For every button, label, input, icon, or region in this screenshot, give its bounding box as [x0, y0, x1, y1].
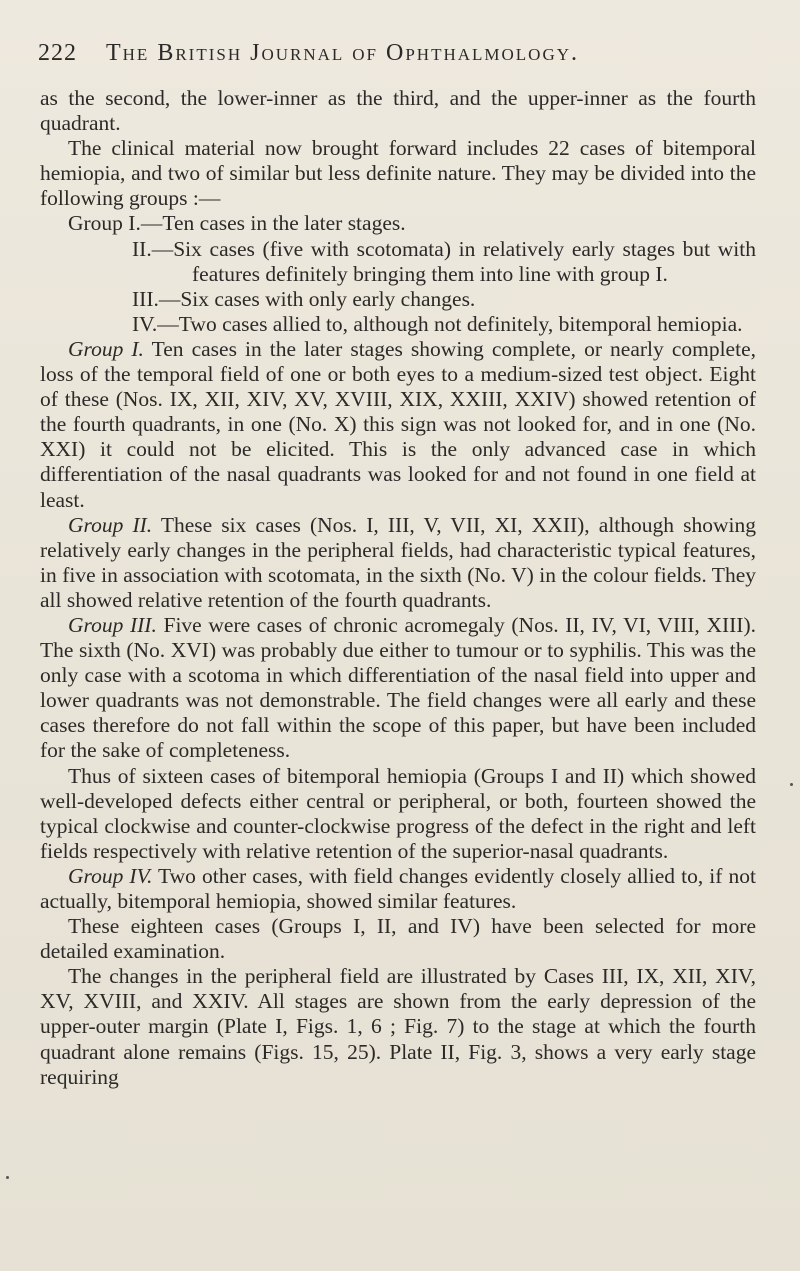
group-1-text: Ten cases in the later stages showing complete, or nearly complete, loss of the temporal field of one or both eyes to a medium-sized test object. Eight of these (Nos. IX, XII, XIV, XV, XVIII, XIX, XXIII, XXIV) showed retention of the fourth quadrants, in one (No. X) this sign was not looked for, and in one (No. XXI) it could not be elicited. This is the only advanced case in which differentiation of the nasal quadrants was looked for and not found in one field at least. [40, 336, 756, 512]
group-list [40, 211, 756, 336]
body-text [40, 86, 756, 1090]
paragraph-clinical-material: The clinical material now brought forward includes 22 cases of bitemporal hemiopia, and two of similar but less definite nature. They may be divided into the following groups :— [40, 136, 756, 211]
paragraph-group-4 [40, 864, 756, 914]
page-number: 222 [38, 40, 77, 66]
group-3-text: Five were cases of chronic acromegaly (Nos. II, IV, VI, VIII, XIII). The sixth (No. XVI) was probably due either to tumour or to syphilis. This was the only case with a scotoma in which differentiation of the nasal field into upper and lower quadrants was not demonstrable. The field changes were all early and these cases therefore do not fall within the scope of this paper, but have been included for the sake of completeness. [40, 612, 756, 763]
group-4-heading: Group IV. [68, 863, 153, 888]
margin-speck [6, 1176, 9, 1179]
paragraph-continuation: as the second, the lower-inner as the third, and the upper-inner as the fourth quadrant. [40, 86, 756, 136]
group-list-item-4: IV.—Two cases allied to, although not definitely, bitemporal hemiopia. [132, 311, 743, 336]
group-2-text: These six cases (Nos. I, III, V, VII, XI, XXII), although showing relatively early changes in the peripheral fields, had characteristic typical features, in five in association with scotomata, in the sixth (No. V) in the colour fields. They all showed relative retention of the fourth quadrants. [40, 512, 756, 612]
paragraph-group-1 [40, 337, 756, 513]
paragraph-summary: Thus of sixteen cases of bitemporal hemiopia (Groups I and II) which showed well-developed defects either central or peripheral, or both, fourteen showed the typical clockwise and counter-clockwise progress of the defect in the right and left fields respectively with relative retention of the superior-nasal quadrants. [40, 763, 756, 863]
group-list-item-2: II.—Six cases (five with scotomata) in relatively early stages but with features definitely bringing them into line with group I. [132, 236, 756, 286]
group-3-heading: Group III. [68, 612, 157, 637]
paragraph-peripheral-changes: The changes in the peripheral field are illustrated by Cases III, IX, XII, XIV, XV, XVIII, and XXIV. All stages are shown from the early depression of the upper-outer margin (Plate I, Figs. 1, 6 ; Fig. 7) to the stage at which the fourth quadrant alone remains (Figs. 15, 25). Plate II, Fig. 3, shows a very early stage requiring [40, 964, 756, 1089]
paragraph-selected-cases: These eighteen cases (Groups I, II, and IV) have been selected for more detailed examination. [40, 914, 756, 964]
group-4-text: Two other cases, with field changes evidently closely allied to, if not actually, bitemporal hemiopia, showed similar features. [40, 863, 756, 913]
paragraph-group-3 [40, 613, 756, 764]
page-header [38, 40, 579, 67]
journal-title: The British Journal of Ophthalmology. [106, 40, 580, 66]
paragraph-group-2 [40, 513, 756, 613]
group-2-heading: Group II. [68, 512, 153, 537]
group-list-item-3: III.—Six cases with only early changes. [132, 286, 476, 311]
margin-speck [790, 783, 793, 786]
group-list-item-1: Group I.—Ten cases in the later stages. [68, 211, 406, 236]
group-1-heading: Group I. [68, 336, 144, 361]
